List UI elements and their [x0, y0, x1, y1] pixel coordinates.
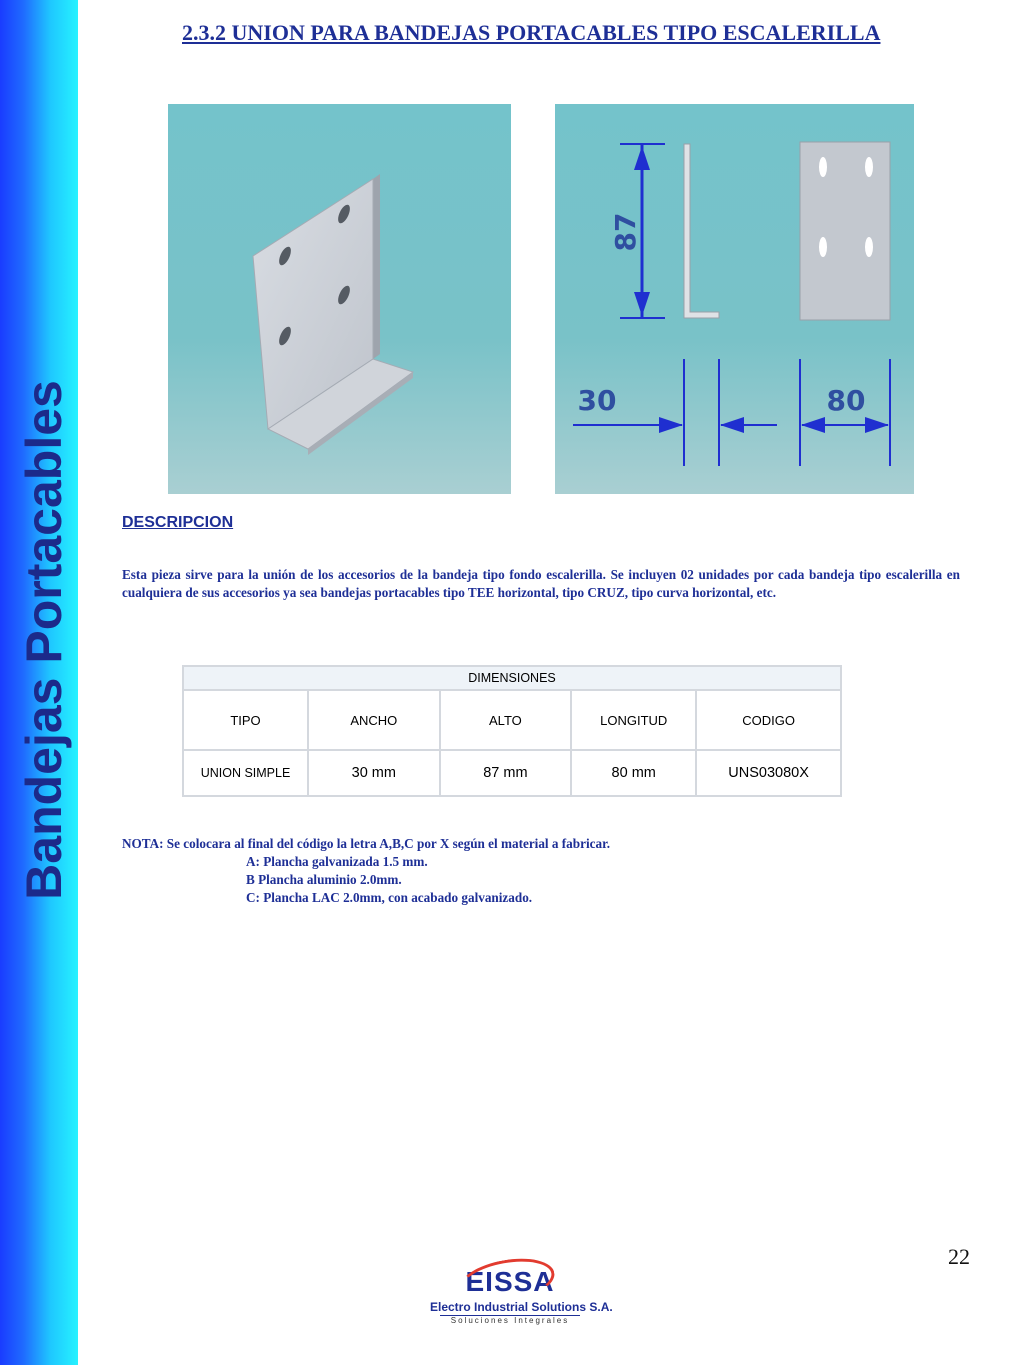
header-cell: CODIGO	[696, 690, 841, 750]
logo-company-name: Electro Industrial Solutions S.A.	[430, 1300, 613, 1314]
table-cell: 30 mm	[308, 750, 440, 796]
table-cell: UNION SIMPLE	[183, 750, 308, 796]
header-cell: TIPO	[183, 690, 308, 750]
section-heading: DESCRIPCION	[122, 514, 234, 531]
note-line: A: Plancha galvanizada 1.5 mm.	[246, 854, 428, 869]
logo-tagline: Soluciones Integrales	[440, 1315, 580, 1325]
note-line: B Plancha aluminio 2.0mm.	[246, 872, 402, 887]
page-number: 22	[948, 1244, 970, 1269]
dimension-drawing-image	[555, 104, 914, 494]
plate-edge	[373, 174, 380, 359]
sidebar-title: Bandejas Portacables	[16, 380, 72, 900]
width-dimension-label: 30	[577, 384, 617, 417]
table-cell: 80 mm	[571, 750, 696, 796]
logo-mark-text: EISSA	[465, 1266, 555, 1297]
dimension-drawing	[555, 104, 914, 494]
table-cell: UNS03080X	[696, 750, 841, 796]
dimensions-table	[182, 665, 842, 797]
table-header-row	[183, 690, 841, 750]
height-dimension-label: 87	[609, 212, 642, 252]
note-line: NOTA: Se colocara al final del código la letra A,B,C por X según el material a fabricar.	[122, 836, 611, 851]
front-plate	[800, 142, 890, 320]
description-paragraph: Esta pieza sirve para la unión de los accesorios de la bandeja tipo fondo escalerilla. Se incluyen 02 unidades por cada bandeja tipo escalerilla en cualquiera de sus accesorios ya sea bandejas portacables tipo TEE horizontal, tipo CRUZ, tipo curva horizontal, etc.	[122, 567, 960, 600]
isometric-view-image	[168, 104, 511, 494]
table-title: DIMENSIONES	[183, 666, 841, 690]
company-logo	[430, 1262, 613, 1337]
table-cell: 87 mm	[440, 750, 572, 796]
note-line: C: Plancha LAC 2.0mm, con acabado galvanizado.	[246, 890, 533, 905]
isometric-bracket-drawing	[168, 104, 511, 494]
logo-mark	[465, 1266, 554, 1298]
length-dimension-label: 80	[826, 384, 866, 417]
page-title: 2.3.2 UNION PARA BANDEJAS PORTACABLES TIPO ESCALERILLA	[182, 20, 881, 45]
l-profile	[684, 144, 719, 318]
header-cell: ANCHO	[308, 690, 440, 750]
header-cell: ALTO	[440, 690, 572, 750]
header-cell: LONGITUD	[571, 690, 696, 750]
note-block	[122, 835, 610, 907]
table-row	[183, 750, 841, 796]
sidebar	[0, 0, 78, 1365]
